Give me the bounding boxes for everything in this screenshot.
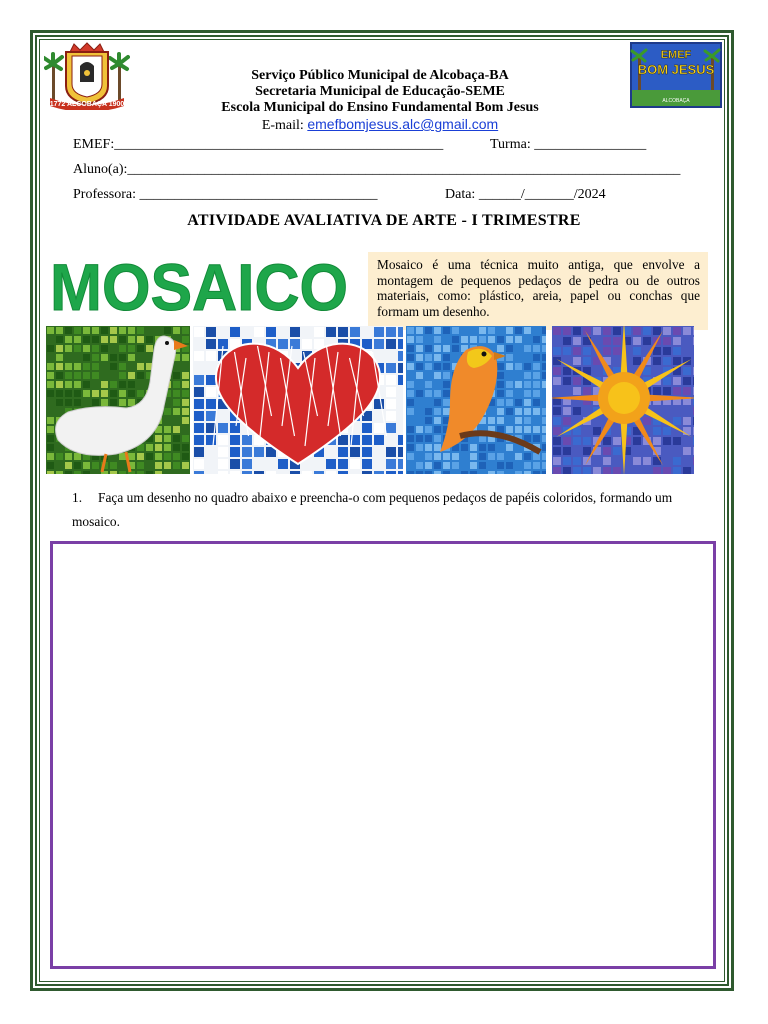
activity-title: ATIVIDADE AVALIATIVA DE ARTE - I TRIMESTRE (187, 212, 581, 229)
email-label: E-mail: (261, 118, 308, 133)
question-1 (72, 486, 712, 534)
coat-of-arms-ribbon-text: 1772 ALCOBAÇA 1900 (49, 101, 125, 108)
mosaico-heading (50, 252, 350, 318)
professora-field[interactable]: Professora: __________________________________ (73, 187, 378, 202)
municipal-coat-of-arms-logo (44, 42, 130, 110)
drawing-area[interactable] (50, 541, 716, 969)
school-logo (630, 42, 722, 108)
question-number: 1. (72, 490, 83, 505)
aluno-field[interactable]: Aluno(a):_______________________________________________________________________________ (73, 162, 681, 177)
header-line-2: Secretaria Municipal de Educação-SEME (255, 84, 505, 99)
bird-mosaic-image (406, 326, 546, 474)
heart-mosaic-image (193, 326, 403, 474)
mosaico-heading-text: MOSAICO (50, 252, 348, 318)
turma-field[interactable]: Turma: ________________ (490, 137, 647, 152)
goose-mosaic-image (46, 326, 190, 474)
question-text: Faça um desenho no quadro abaixo e preencha-o com pequenos pedaços de papéis coloridos, formando um mosaico. (72, 490, 673, 529)
email-link[interactable]: emefbomjesus.alc@gmail.com (307, 116, 499, 132)
school-header (130, 68, 630, 134)
sun-mosaic-image (552, 326, 694, 474)
school-logo-emef-text: EMEF (660, 49, 692, 61)
header-line-3: Escola Municipal do Ensino Fundamental Bom Jesus (221, 100, 539, 115)
mosaic-definition-text: Mosaico é uma técnica muito antiga, que envolve a montagem de pequenos pedaços de pedra ou de outros materiais, como: plástico, areia, papel ou conchas que formam um desenho. (377, 257, 700, 319)
school-logo-name-text: BOM JESUS (637, 62, 715, 77)
emef-field[interactable]: EMEF:_______________________________________________ (73, 137, 444, 152)
data-field[interactable]: Data: ______/_______/2024 (445, 187, 606, 202)
school-logo-footer-text: ALCOBAÇA (662, 98, 690, 104)
header-line-1: Serviço Público Municipal de Alcobaça-BA (251, 68, 509, 83)
mosaic-definition-box (368, 252, 708, 330)
email-line (130, 116, 630, 134)
